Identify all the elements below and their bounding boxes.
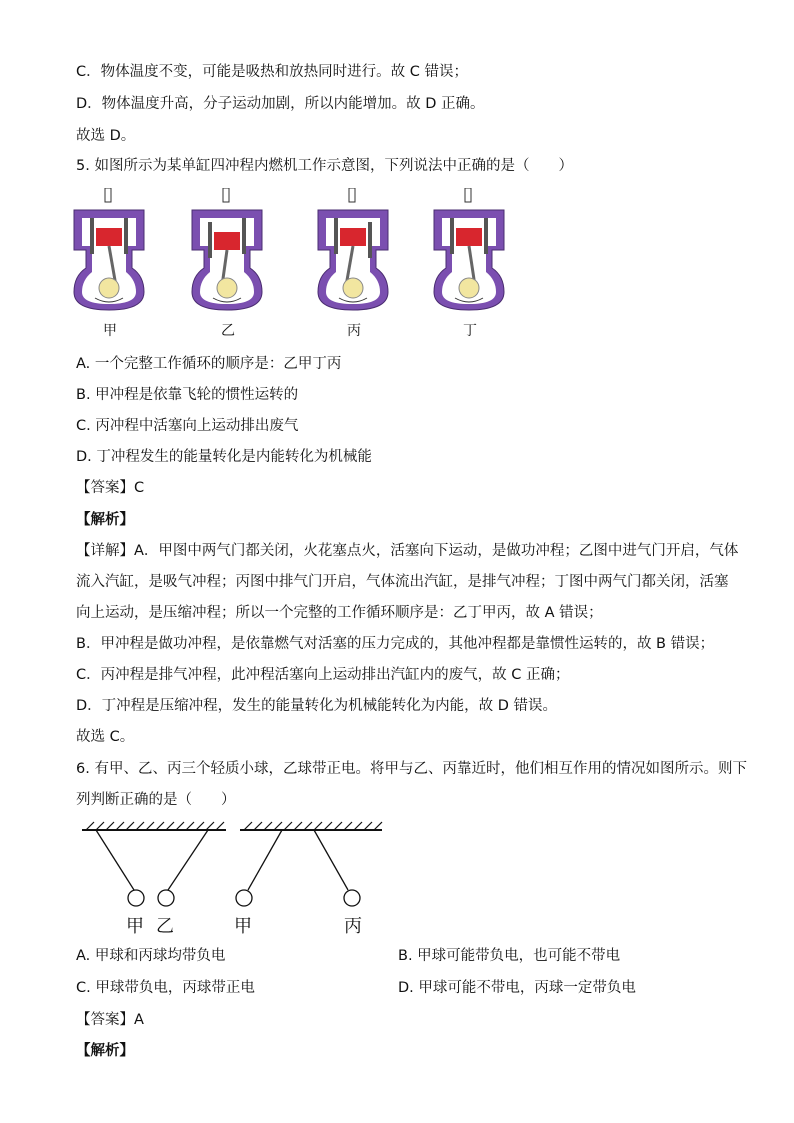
- answer: 【答案】A: [76, 1012, 144, 1028]
- option-b: B. 甲冲程是依靠飞轮的惯性运转的: [76, 387, 299, 403]
- detail-line: D．丁冲程是压缩冲程，发生的能量转化为机械能转化为内能，故 D 错误。: [76, 698, 558, 714]
- engine-bing-figure: [314, 188, 392, 313]
- text-line: D．物体温度升高，分子运动加剧，所以内能增加。故 D 正确。: [76, 96, 485, 112]
- option-c: C. 丙冲程中活塞向上运动排出废气: [76, 418, 299, 434]
- detail-line: 向上运动，是压缩冲程；所以一个完整的工作循环顺序是：乙丁甲丙，故 A 错误；: [76, 605, 603, 621]
- option-a: A. 一个完整工作循环的顺序是：乙甲丁丙: [76, 356, 342, 372]
- answer: 【答案】C: [76, 480, 145, 496]
- ball-label: 丙: [344, 916, 362, 937]
- pendulum-diagram: [76, 818, 396, 938]
- detail-line: 故选 C。: [76, 729, 135, 745]
- option-a: A. 甲球和丙球均带负电: [76, 948, 226, 964]
- analysis-title: 【解析】: [76, 1043, 134, 1059]
- ball-label: 乙: [156, 916, 174, 937]
- ball-label: 甲: [234, 916, 252, 937]
- engine-ding-figure: [430, 188, 508, 313]
- detail-line: 【详解】A．甲图中两气门都关闭，火花塞点火，活塞向下运动，是做功冲程；乙图中进气门开启，气体: [76, 543, 739, 559]
- detail-line: C．丙冲程是排气冲程，此冲程活塞向上运动排出汽缸内的废气，故 C 正确；: [76, 667, 570, 683]
- question-5-stem: 5. 如图所示为某单缸四冲程内燃机工作示意图，下列说法中正确的是（ ）: [76, 158, 573, 174]
- question-6-stem: 6. 有甲、乙、丙三个轻质小球，乙球带正电。将甲与乙、丙靠近时，他们相互作用的情况如图所示。则下: [76, 761, 747, 777]
- text-line: C．物体温度不变，可能是吸热和放热同时进行。故 C 错误；: [76, 64, 468, 80]
- question-6-stem: 列判断正确的是（ ）: [76, 792, 236, 808]
- option-d: D. 丁冲程发生的能量转化是内能转化为机械能: [76, 449, 372, 465]
- analysis-title: 【解析】: [76, 512, 134, 528]
- option-b: B. 甲球可能带负电，也可能不带电: [398, 948, 621, 964]
- option-c: C. 甲球带负电，丙球带正电: [76, 980, 255, 996]
- pendulum-figure: [76, 818, 396, 918]
- engine-label: 甲: [103, 323, 117, 339]
- engine-label: 乙: [221, 323, 235, 339]
- text-line: 故选 D。: [76, 128, 136, 144]
- engine-yi-figure: [188, 188, 266, 313]
- engine-jia-figure: [70, 188, 148, 313]
- engine-label: 丁: [463, 323, 477, 339]
- ball-label: 甲: [126, 916, 144, 937]
- engine-label: 丙: [347, 323, 361, 339]
- engine-diagram: [70, 188, 510, 338]
- detail-line: 流入汽缸，是吸气冲程；丙图中排气门开启，气体流出汽缸，是排气冲程；丁图中两气门都关闭，活塞: [76, 574, 729, 590]
- option-d: D. 甲球可能不带电，丙球一定带负电: [398, 980, 636, 996]
- detail-line: B．甲冲程是做功冲程，是依靠燃气对活塞的压力完成的，其他冲程都是靠惯性运转的，故 B 错误；: [76, 636, 715, 652]
